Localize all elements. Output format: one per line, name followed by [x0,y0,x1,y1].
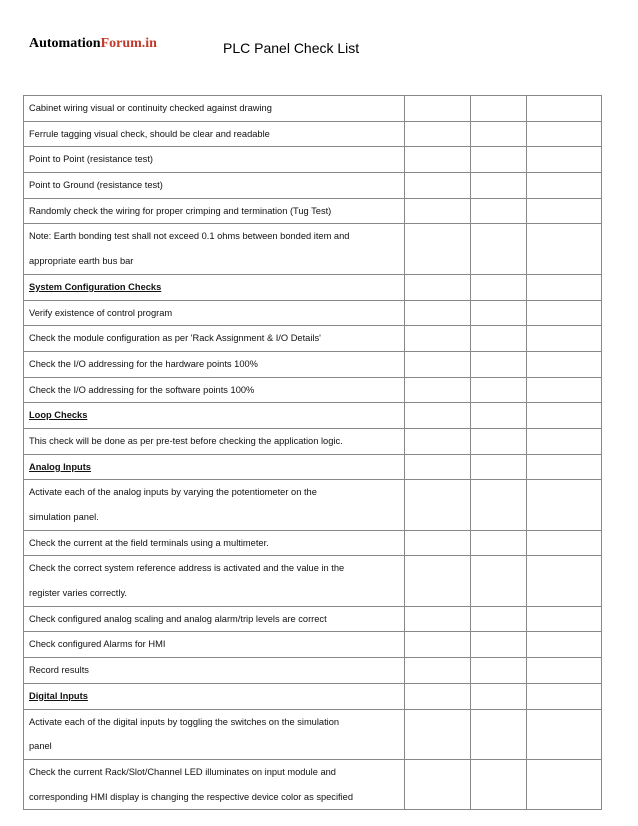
check-item-text: Cabinet wiring visual or continuity checked against drawing [29,103,272,113]
table-row [24,274,602,325]
check-cell[interactable] [405,377,471,403]
check-cell[interactable] [527,224,602,274]
check-item-cell [24,556,405,606]
check-item-cell [24,326,405,352]
check-cell[interactable] [471,530,527,556]
check-item-cell [24,147,405,173]
check-cell[interactable] [471,198,527,224]
check-cell[interactable] [471,606,527,632]
check-cell[interactable] [527,326,602,352]
check-item-text: Note: Earth bonding test shall not exceed 0.1 ohms between bonded item and [29,231,350,242]
page-title: PLC Panel Check List [223,40,360,56]
site-logo [29,36,157,52]
table-row [24,96,602,122]
table-row [24,403,602,454]
check-cell[interactable] [527,454,602,530]
section-heading-digital-inputs: Digital Inputs [29,690,88,701]
table-row [24,173,602,199]
check-item-text: Randomly check the wiring for proper crimping and termination (Tug Test) [29,205,332,216]
table-row [24,606,602,632]
check-cell[interactable] [405,96,471,122]
check-cell[interactable] [527,377,602,403]
check-item-cell [24,96,405,122]
check-cell[interactable] [471,224,527,274]
check-cell[interactable] [405,173,471,199]
check-cell[interactable] [471,556,527,606]
check-cell[interactable] [405,326,471,352]
check-item-text: Check the I/O addressing for the hardware points 100% [29,358,258,369]
check-cell[interactable] [471,683,527,759]
table-row [24,658,602,684]
section-heading-analog-inputs: Analog Inputs [29,461,91,472]
check-item-text: panel [29,741,52,752]
section-cell [24,683,405,759]
check-item-cell [24,759,405,809]
table-row [24,632,602,658]
check-item-text: corresponding HMI display is changing the respective device color as specified [29,791,354,802]
check-cell[interactable] [471,274,527,325]
check-cell[interactable] [471,326,527,352]
check-item-text: appropriate earth bus bar [29,256,134,267]
check-cell[interactable] [405,121,471,147]
check-cell[interactable] [471,121,527,147]
check-cell[interactable] [471,632,527,658]
table-row [24,530,602,556]
check-cell[interactable] [527,147,602,173]
check-item-cell [24,658,405,684]
check-cell[interactable] [527,530,602,556]
check-cell[interactable] [527,658,602,684]
table-row [24,147,602,173]
table-row [24,377,602,403]
check-cell[interactable] [405,198,471,224]
check-cell[interactable] [405,274,471,325]
check-cell[interactable] [527,121,602,147]
check-cell[interactable] [405,224,471,274]
check-item-text: Ferrule tagging visual check, should be clear and readable [29,128,270,139]
check-cell[interactable] [471,658,527,684]
check-cell[interactable] [405,556,471,606]
section-cell [24,454,405,530]
check-item-cell [24,530,405,556]
check-item-text: Check configured Alarms for HMI [29,639,166,650]
check-cell[interactable] [405,632,471,658]
check-cell[interactable] [471,454,527,530]
check-item-text: Record results [29,665,89,676]
check-cell[interactable] [405,606,471,632]
check-item-text: Activate each of the analog inputs by varying the potentiometer on the [24,479,404,505]
check-cell[interactable] [471,147,527,173]
check-item-text: Point to Point (resistance test) [29,154,154,165]
check-item-text: register varies correctly. [29,588,127,599]
check-item-cell [24,224,405,274]
check-cell[interactable] [471,173,527,199]
check-item-cell [24,198,405,224]
check-item-text: Verify existence of control program [24,300,404,326]
check-cell[interactable] [405,147,471,173]
check-item-text: Check the correct system reference address is activated and the value in the [29,563,345,574]
table-row [24,121,602,147]
check-item-text: simulation panel. [29,512,99,522]
table-row [24,556,602,606]
check-item-cell [24,173,405,199]
check-item-text: This check will be done as per pre-test before checking the application logic. [24,428,404,454]
check-item-text: Point to Ground (resistance test) [29,180,163,191]
check-cell[interactable] [405,403,471,454]
check-cell[interactable] [527,632,602,658]
check-cell[interactable] [527,759,602,809]
section-heading-loop-checks: Loop Checks [29,410,88,421]
check-cell[interactable] [527,606,602,632]
section-cell [24,274,405,325]
check-item-text: Check the I/O addressing for the software points 100% [29,384,255,395]
check-cell[interactable] [471,377,527,403]
section-cell [24,403,405,454]
logo-text-automation: Automation [29,36,101,51]
check-item-text: Check configured analog scaling and analog alarm/trip levels are correct [29,613,327,624]
check-item-cell [24,606,405,632]
check-cell[interactable] [405,658,471,684]
check-cell[interactable] [405,454,471,530]
check-cell[interactable] [527,403,602,454]
check-cell[interactable] [405,351,471,377]
check-item-cell [24,351,405,377]
check-item-text: Activate each of the digital inputs by toggling the switches on the simulation [24,709,404,735]
checklist-table [23,95,602,810]
check-cell[interactable] [527,556,602,606]
check-cell[interactable] [527,274,602,325]
check-cell[interactable] [527,96,602,122]
check-item-cell [24,632,405,658]
check-cell[interactable] [471,403,527,454]
check-cell[interactable] [527,173,602,199]
check-cell[interactable] [527,683,602,759]
check-cell[interactable] [405,530,471,556]
section-heading-system-configuration: System Configuration Checks [29,281,162,292]
check-cell[interactable] [471,759,527,809]
check-cell[interactable] [527,198,602,224]
table-row [24,198,602,224]
table-row [24,683,602,759]
check-cell[interactable] [405,683,471,759]
logo-text-forum: Forum.in [100,36,157,51]
check-cell[interactable] [471,351,527,377]
check-item-cell [24,121,405,147]
check-item-cell [24,377,405,403]
check-cell[interactable] [405,759,471,809]
table-row [24,326,602,352]
check-cell[interactable] [471,96,527,122]
check-cell[interactable] [527,351,602,377]
check-item-text: Check the current at the field terminals using a multimeter. [29,537,269,548]
check-item-text: Check the current Rack/Slot/Channel LED illuminates on input module and [29,766,336,777]
table-row [24,224,602,274]
table-row [24,759,602,809]
table-row [24,454,602,530]
table-row [24,351,602,377]
check-item-text: Check the module configuration as per 'Rack Assignment & I/O Details' [29,333,321,344]
